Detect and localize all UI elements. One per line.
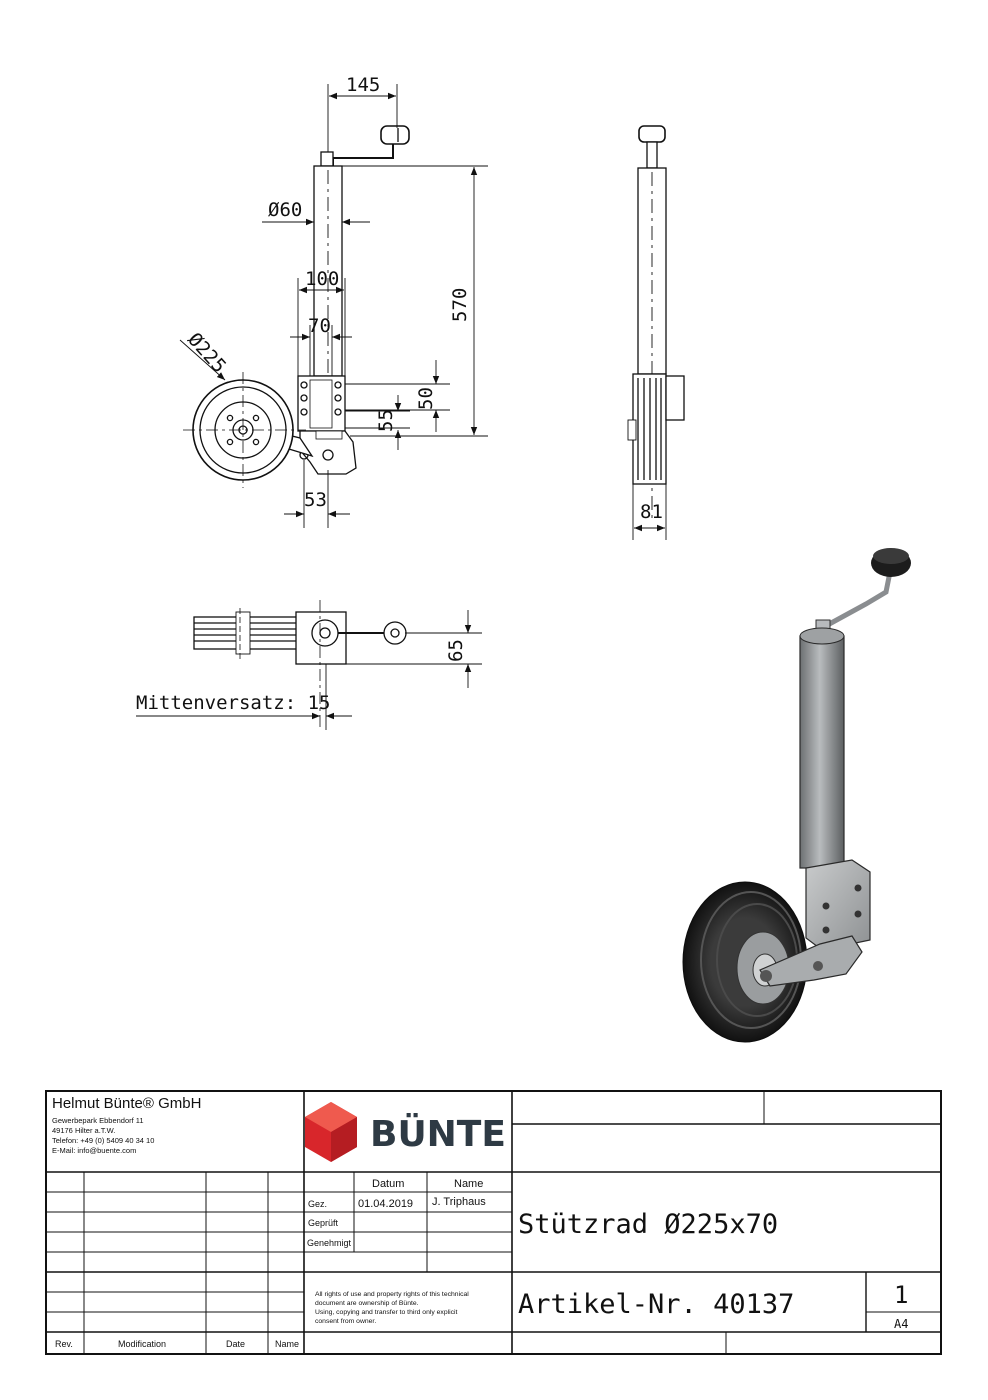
gez-date: 01.04.2019: [358, 1198, 414, 1210]
rights-line-3: Using, copying and transfer to third only explicit: [315, 1309, 458, 1316]
company-address-1: Gewerbepark Ebbendorf 11: [52, 1116, 144, 1125]
dim-tube-diameter: Ø60: [268, 199, 303, 221]
company-phone: Telefon: +49 (0) 5409 40 34 10: [52, 1136, 155, 1145]
dim-axle-offset: 53: [304, 489, 327, 511]
sheet-number: 1: [894, 1281, 909, 1309]
rights-line-4: consent from owner.: [315, 1318, 377, 1325]
footer-rev: Rev.: [55, 1339, 73, 1349]
dim-wheel-width: 81: [640, 501, 663, 523]
isometric-render: [683, 548, 911, 1042]
front-view: [183, 126, 409, 488]
row-label-genehmigt: Genehmigt: [307, 1238, 352, 1248]
rights-line-1: All rights of use and property rights of this technical: [315, 1291, 469, 1298]
dim-crank-offset: 145: [346, 74, 381, 96]
rights-line-2: document are ownership of Bünte.: [315, 1300, 419, 1307]
dim-plate-70: 70: [308, 315, 331, 337]
dim-center-offset: Mittenversatz: 15: [136, 692, 331, 714]
gez-name: J. Triphaus: [432, 1196, 486, 1208]
row-label-gez: Gez.: [308, 1199, 328, 1209]
dim-clamp-55: 55: [375, 409, 397, 432]
dim-top-65: 65: [445, 639, 467, 662]
article-number: Artikel-Nr. 40137: [518, 1289, 795, 1320]
company-email: E-Mail: info@buente.com: [52, 1146, 137, 1155]
part-title: Stützrad Ø225x70: [518, 1209, 779, 1240]
footer-name: Name: [275, 1339, 300, 1349]
logo-wordmark: BÜNTE: [370, 1114, 506, 1155]
sheet-format: A4: [894, 1317, 909, 1331]
company-address-2: 49176 Hilter a.T.W.: [52, 1126, 116, 1135]
dim-total-height: 570: [449, 287, 471, 322]
dim-clamp-50: 50: [415, 387, 437, 410]
dim-plate-100: 100: [305, 268, 340, 290]
company-name: Helmut Bünte® GmbH: [52, 1095, 202, 1112]
col-header-datum: Datum: [372, 1178, 405, 1190]
row-label-geprueft: Geprüft: [308, 1218, 339, 1228]
side-view: [628, 126, 684, 520]
footer-date: Date: [226, 1339, 246, 1349]
buente-logo: [305, 1102, 357, 1162]
footer-modification: Modification: [118, 1339, 167, 1349]
dim-wheel-diameter: Ø225: [183, 328, 231, 378]
col-header-name: Name: [454, 1178, 484, 1190]
